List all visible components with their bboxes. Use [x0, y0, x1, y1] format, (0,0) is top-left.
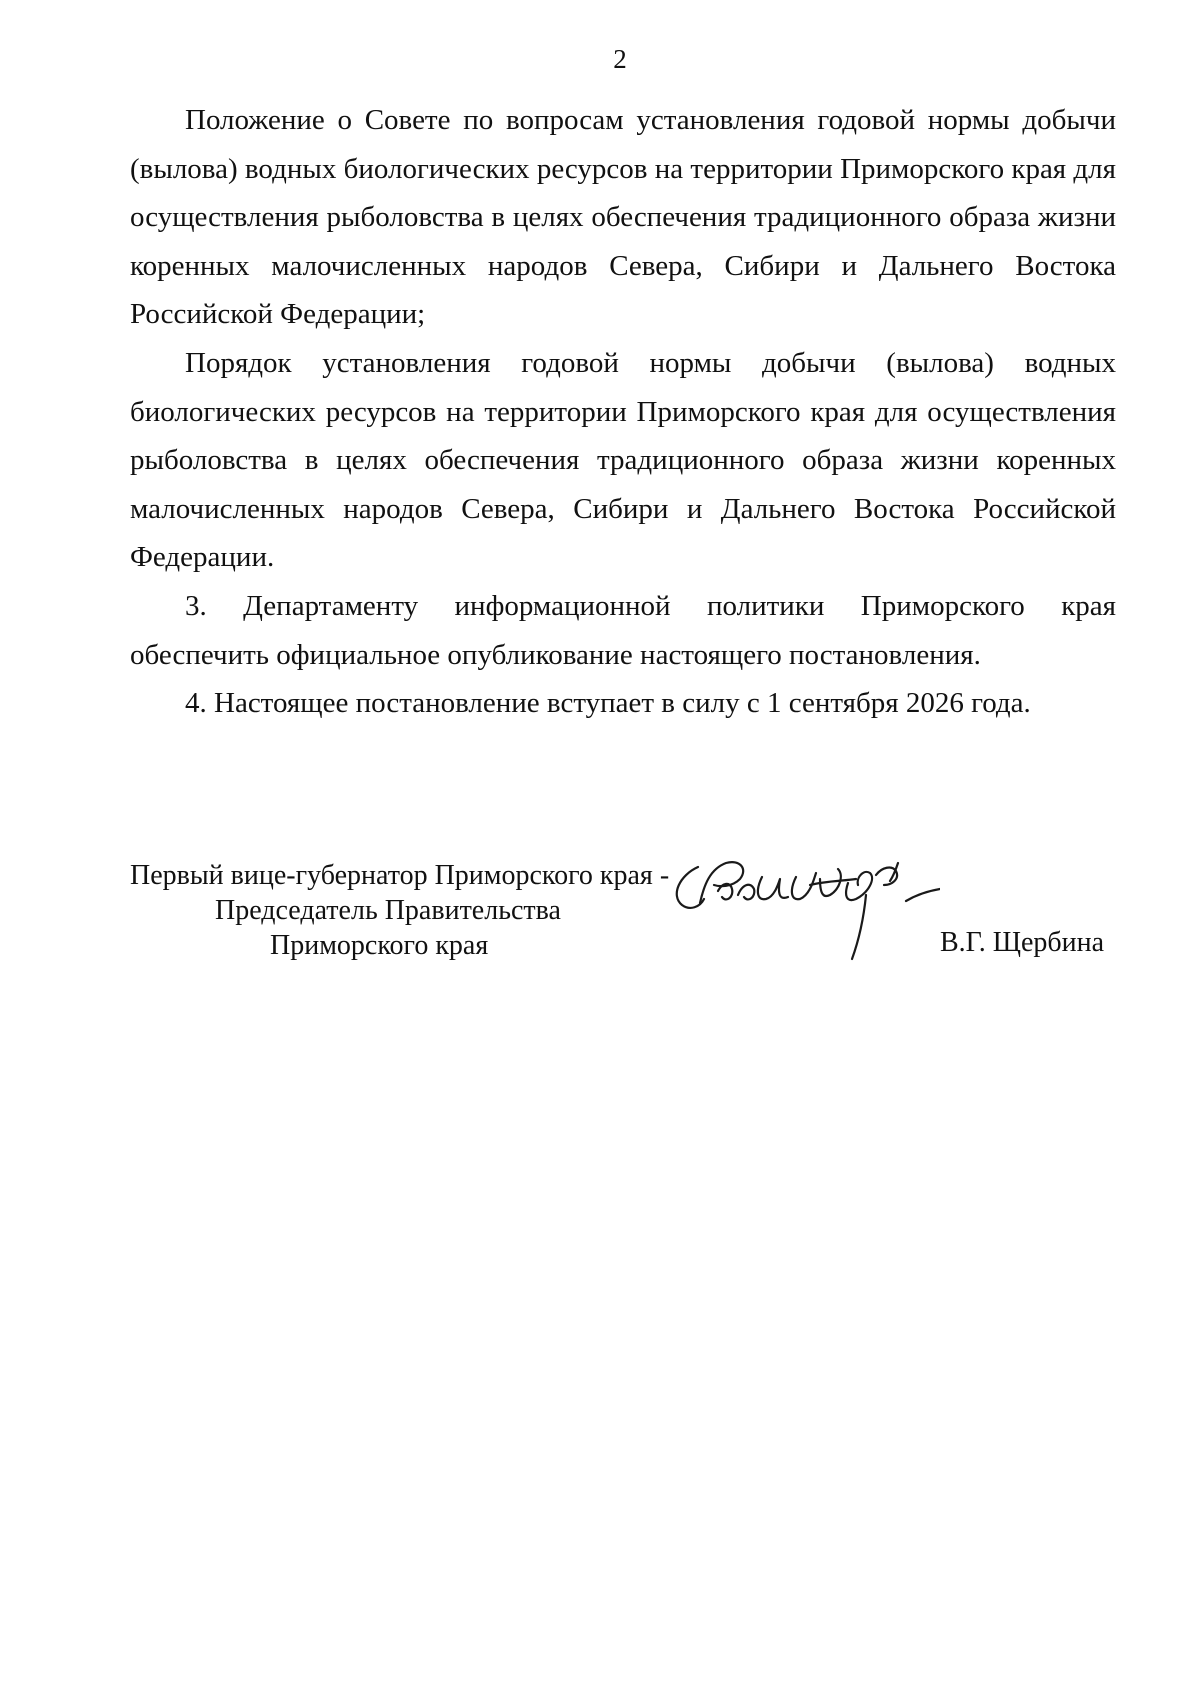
signatory-name: В.Г. Щербина: [940, 927, 1105, 958]
handwritten-signature: [670, 855, 940, 975]
paragraph-item-4: 4. Настоящее постановление вступает в силу с 1 сентября 2026 года.: [185, 687, 1031, 720]
signatory-title-line-2: Председатель Правительства: [215, 895, 561, 926]
paragraph-item-3: 3. Департаменту информационной политики Приморского края обеспечить официальное опубликование настоящего постановления.: [130, 589, 1116, 671]
signatory-title-line-1: Первый вице-губернатор Приморского края -: [130, 860, 670, 891]
paragraph-council-regulation: Положение о Совете по вопросам установления годовой нормы добычи (вылова) водных биологических ресурсов на территории Приморского края для осуществления рыболовства в целях обеспечения традиционного образа жизни коренных малочисленных народов Севера, Сибири и Дальнего Востока Российской Федерации;: [130, 104, 1116, 331]
document-body: [130, 96, 1116, 728]
paragraph-procedure: Порядок установления годовой нормы добычи (вылова) водных биологических ресурсов на территории Приморского края для осуществления рыболовства в целях обеспечения традиционного образа жизни коренных малочисленных народов Севера, Сибири и Дальнего Востока Российской Федерации.: [130, 346, 1116, 574]
signatory-title: [130, 858, 690, 963]
page-number: 2: [613, 44, 627, 74]
signatory-title-line-3: Приморского края: [270, 930, 489, 961]
